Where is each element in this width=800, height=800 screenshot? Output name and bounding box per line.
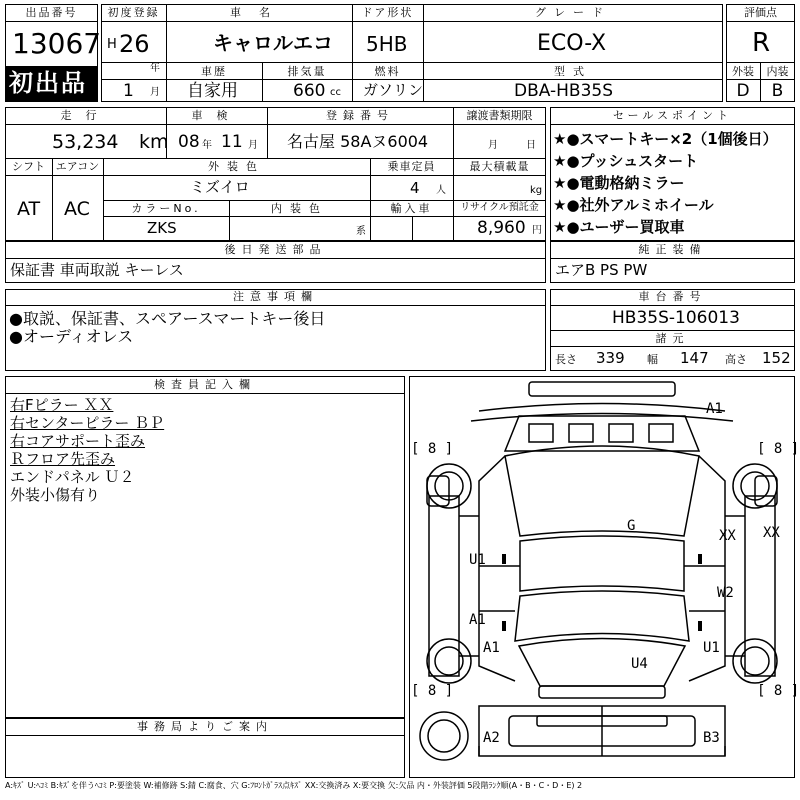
- mileage: 53,234: [52, 131, 119, 153]
- shift: AT: [17, 198, 41, 220]
- inspector-line: 右センターピラー ＢＰ: [10, 414, 165, 432]
- grade-label: グレード: [535, 6, 611, 19]
- inspector-line: Ｒフロア先歪み: [10, 450, 116, 468]
- sales-point: ★●スマートキー×2（1個後日）: [553, 130, 778, 148]
- fuel-label: 燃料: [374, 65, 401, 78]
- insp-month-unit: 月: [248, 140, 258, 151]
- lot-number: 13067: [12, 27, 102, 60]
- notes-title: 注意事項欄: [233, 290, 318, 303]
- inspector-line: エンドパネル Ｕ２: [10, 468, 135, 486]
- legend: A:ｷｽﾞ U:ﾍｺﾐ B:ｷｽﾞを伴うﾍｺﾐ P:要塗装 W:補修跡 S:錆 C:腐食、穴 G:ﾌﾛﾝﾄｶﾞﾗｽ点ｷｽﾞ XX:交換済み X:要交換 欠:欠品 内・外装評価 5段階ﾗﾝｸ順(A・B・C・D・E) 2: [5, 781, 583, 790]
- width-label: 幅: [647, 353, 658, 366]
- first-listing-text: 初出品: [9, 69, 87, 97]
- damage-mark: G: [627, 518, 636, 534]
- chassis-number: HB35S-106013: [612, 308, 740, 328]
- fuel: ガソリン: [363, 81, 424, 99]
- displacement-unit: cc: [330, 87, 341, 98]
- car-name: キャロルエコ: [213, 31, 333, 55]
- insp-year-unit: 年: [202, 140, 212, 151]
- inspector-notes: [10, 396, 164, 504]
- damage-mark: [ 8 ]: [757, 441, 800, 457]
- sales-point: ★●電動格納ミラー: [553, 174, 685, 192]
- inspector-line: 右Fピラー ＸＸ: [10, 396, 114, 414]
- dimensions-title: 諸元: [655, 332, 690, 345]
- damage-mark: U1: [469, 552, 486, 568]
- inspector-title: 検査員記入欄: [154, 378, 256, 391]
- mileage-unit: km: [139, 131, 169, 153]
- exterior-score: D: [736, 81, 750, 101]
- later-parts-title: 後日発送部品: [224, 243, 327, 256]
- car-name-label: 車名: [230, 6, 288, 19]
- ac: AC: [64, 198, 90, 220]
- damage-mark: [ 8 ]: [411, 683, 454, 699]
- interior-score: B: [771, 81, 784, 101]
- inspector-line: 外装小傷有り: [10, 486, 101, 504]
- door-label: ドア形状: [361, 6, 414, 19]
- sales-point: ★●ユーザー買取車: [553, 218, 685, 236]
- sales-points-list: [553, 128, 778, 238]
- displacement-label: 排気量: [287, 65, 327, 78]
- equipment: エアB PS PW: [555, 261, 648, 279]
- load-unit: kg: [530, 185, 543, 196]
- damage-mark: U1: [703, 640, 720, 656]
- color-no: ZKS: [147, 219, 177, 237]
- model-label: 型式: [554, 65, 592, 78]
- notes-list: [9, 310, 325, 346]
- note-line: ●オーディオレス: [9, 327, 134, 346]
- damage-mark: U4: [631, 656, 648, 672]
- damage-mark: [ 8 ]: [411, 441, 454, 457]
- damage-mark: W2: [717, 585, 734, 601]
- inspector-line: 右コアサポート歪み: [10, 432, 146, 450]
- import-label: 輸入車: [390, 202, 433, 215]
- length: 339: [596, 349, 625, 367]
- exterior-color-label: 外装色: [208, 160, 265, 173]
- reg-year-unit: 年: [150, 63, 160, 74]
- chassis-title: 車台番号: [638, 290, 707, 303]
- reg-month-unit: 月: [150, 87, 160, 98]
- score: R: [752, 28, 771, 58]
- sales-points-title: セールスポイント: [612, 109, 732, 122]
- plate-number: 名古屋 58Aヌ6004: [287, 132, 429, 151]
- inspection-label: 車検: [191, 109, 242, 122]
- capacity-unit: 人: [436, 185, 446, 196]
- plate-label: 登録番号: [326, 109, 394, 122]
- height: 152: [762, 349, 791, 367]
- recycle-fee: 8,960: [477, 218, 526, 238]
- grade: ECO-X: [537, 31, 607, 56]
- damage-mark: A1: [706, 401, 723, 417]
- interior-color-unit: 系: [356, 226, 366, 237]
- mileage-label: 走行: [60, 109, 111, 122]
- transfer-day-unit: 日: [526, 140, 536, 151]
- reg-month: 1: [123, 81, 134, 101]
- interior-color-label: 内装色: [271, 202, 328, 215]
- damage-mark: XX: [719, 528, 736, 544]
- damage-mark: XX: [763, 525, 780, 541]
- shift-label: シフト: [12, 160, 45, 173]
- history: 自家用: [187, 81, 238, 101]
- score-label: 評価点: [744, 6, 777, 19]
- insp-year: 08: [178, 132, 200, 152]
- first-reg-label: 初度登録: [107, 6, 160, 19]
- sales-point: ★●プッシュスタート: [553, 152, 699, 170]
- exterior-score-label: 外装: [732, 65, 754, 78]
- exterior-color: ミズイロ: [190, 178, 250, 196]
- height-label: 高さ: [725, 353, 747, 366]
- width: 147: [680, 349, 709, 367]
- damage-mark: A1: [483, 640, 500, 656]
- damage-mark: B3: [703, 730, 720, 746]
- sales-point: ★●社外アルミホイール: [553, 196, 714, 214]
- recycle-unit: 円: [532, 225, 542, 236]
- interior-score-label: 内装: [766, 65, 789, 78]
- office-title: 事務局よりご案内: [137, 720, 273, 733]
- insp-month: 11: [221, 132, 243, 152]
- transfer-month-unit: 月: [488, 140, 498, 151]
- reg-year: 26: [119, 30, 150, 58]
- color-no-label: カラーNo.: [131, 202, 201, 215]
- lot-number-label: 出品番号: [25, 6, 78, 19]
- transfer-label: 譲渡書類期限: [466, 109, 533, 122]
- ac-label: エアコン: [55, 160, 100, 173]
- note-line: ●取説、保証書、スペアースマートキー後日: [9, 309, 326, 328]
- car-diagram: [409, 376, 795, 778]
- capacity: 4: [410, 179, 420, 197]
- door-type: 5HB: [366, 32, 408, 56]
- later-parts: 保証書 車両取説 キーレス: [10, 261, 184, 279]
- era: H: [107, 37, 117, 52]
- details-table: [5, 107, 546, 241]
- displacement: 660: [293, 81, 326, 101]
- length-label: 長さ: [555, 353, 577, 366]
- model: DBA-HB35S: [514, 81, 614, 101]
- history-label: 車歴: [201, 65, 227, 78]
- equipment-title: 純正装備: [638, 243, 707, 256]
- damage-mark: [ 8 ]: [757, 683, 800, 699]
- damage-mark: A2: [483, 730, 500, 746]
- damage-mark: A1: [469, 612, 486, 628]
- capacity-label: 乗車定員: [387, 160, 436, 173]
- recycle-label: リサイクル預託金: [460, 202, 539, 213]
- load-label: 最大積載量: [469, 160, 530, 173]
